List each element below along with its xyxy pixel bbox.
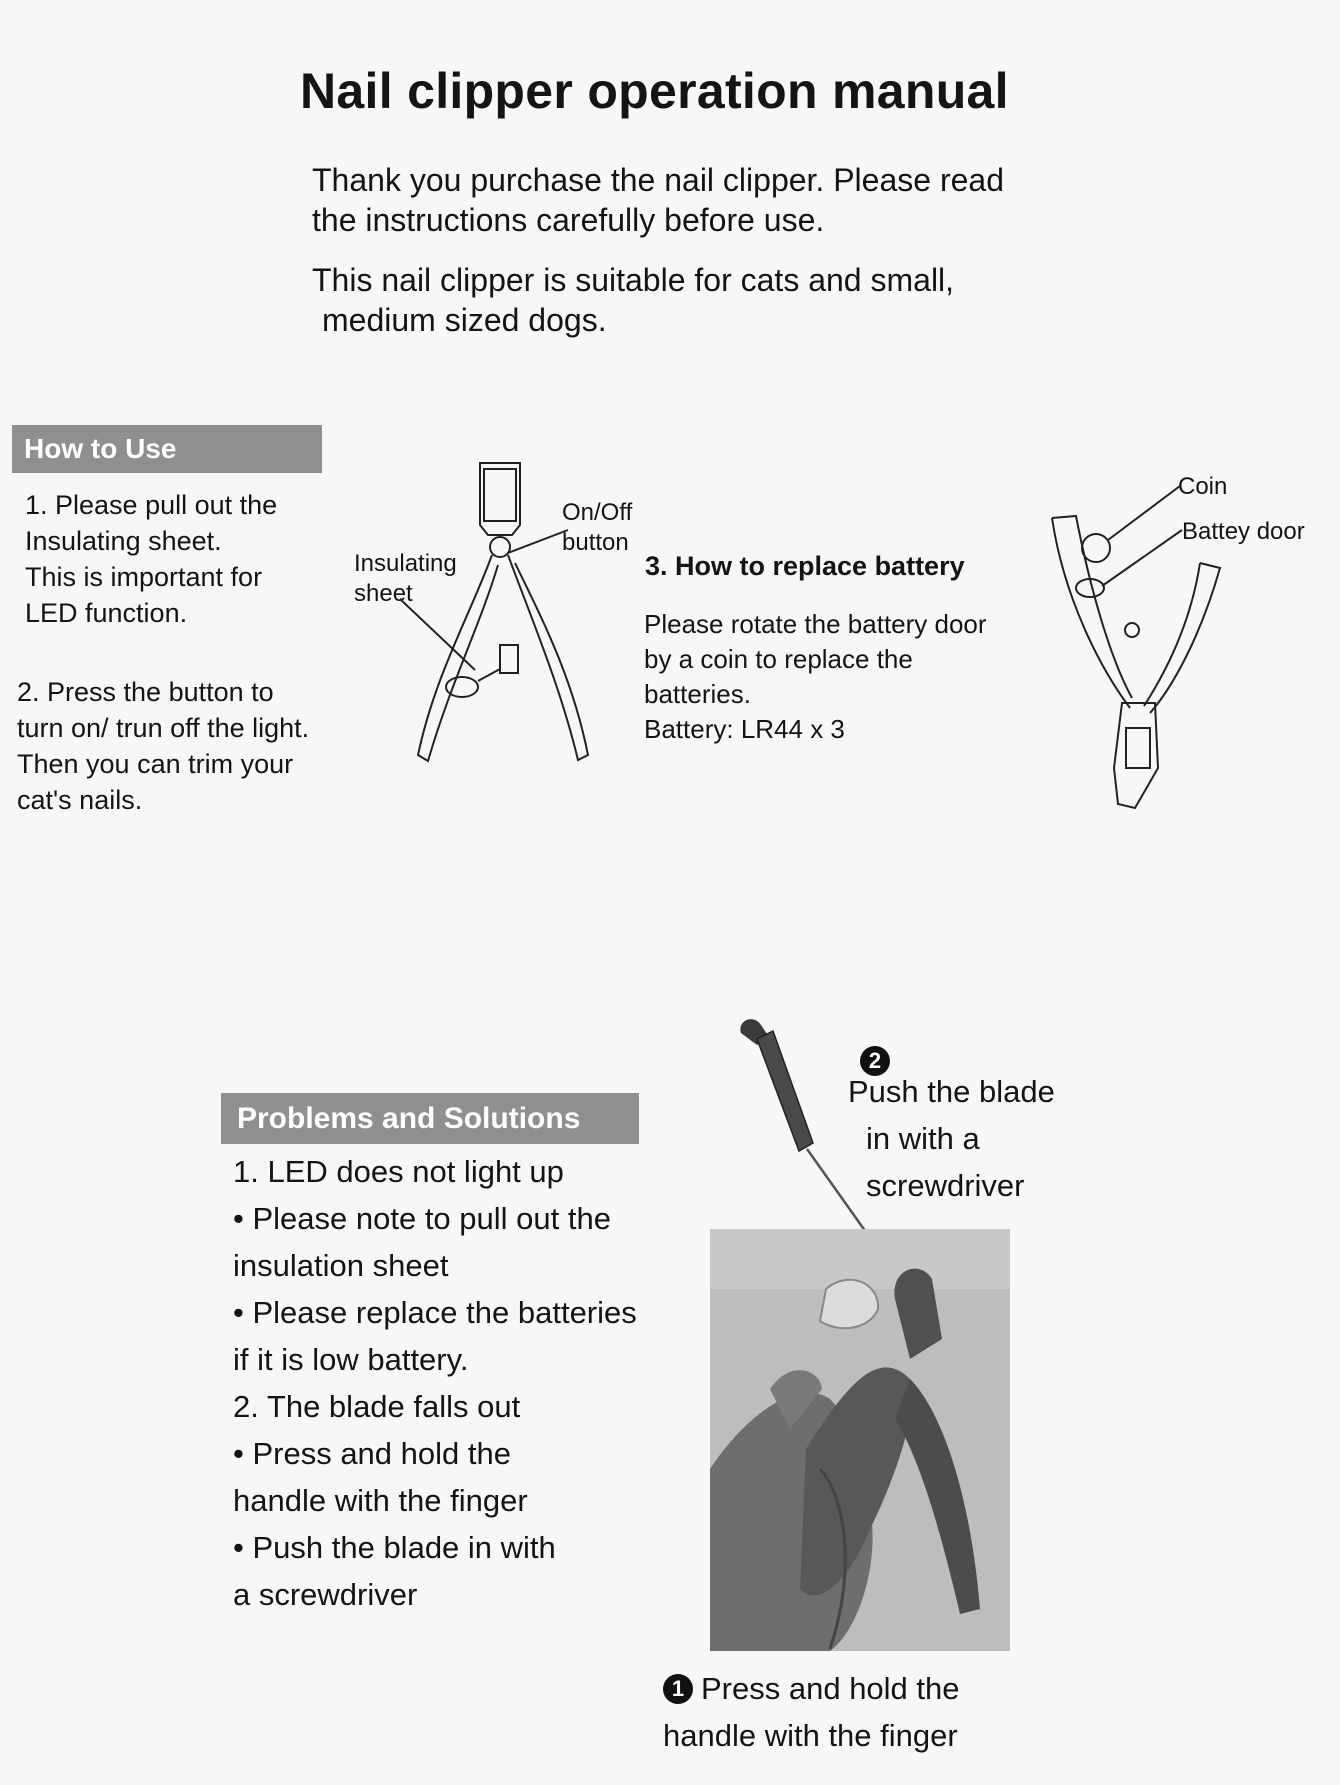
label-line: sheet	[354, 580, 413, 607]
callout-line: screwdriver	[866, 1168, 1025, 1203]
battery-instructions	[644, 607, 987, 747]
step-line: 1. Please pull out the	[25, 490, 278, 520]
problem-line: • Press and hold the	[233, 1436, 511, 1471]
problem-line: 1. LED does not light up	[233, 1154, 564, 1189]
intro-paragraph-1	[312, 160, 1004, 240]
label-line: Insulating	[354, 550, 457, 577]
callout-text: Press and hold the	[701, 1671, 960, 1706]
how-to-use-header: How to Use	[12, 425, 322, 473]
problem-line: a screwdriver	[233, 1577, 418, 1612]
problem-line: 2. The blade falls out	[233, 1389, 521, 1424]
step-line: LED function.	[25, 598, 188, 628]
step-line: 2. Press the button to	[17, 677, 274, 707]
label-line: On/Off	[562, 499, 633, 526]
battery-line: Battery: LR44 x 3	[644, 714, 845, 744]
callout-line: handle with the finger	[663, 1718, 958, 1753]
intro-line: the instructions carefully before use.	[312, 202, 825, 238]
callout-line: in with a	[866, 1121, 980, 1156]
problems-solutions-list	[233, 1148, 637, 1618]
how-to-use-step-2	[17, 674, 309, 818]
label-line: button	[562, 529, 629, 556]
callout-line: Push the blade	[848, 1074, 1055, 1109]
page-title: Nail clipper operation manual	[300, 63, 1009, 119]
step-line: Insulating sheet.	[25, 526, 222, 556]
battery-line: batteries.	[644, 679, 751, 709]
clipper-photo	[710, 1229, 1010, 1651]
battery-heading: 3. How to replace battery	[645, 551, 965, 581]
battery-door-label: Battey door	[1182, 518, 1305, 545]
step-number: 2	[860, 1046, 890, 1076]
battery-line: Please rotate the battery door	[644, 609, 987, 639]
battery-line: by a coin to replace the	[644, 644, 913, 674]
how-to-use-step-1	[25, 487, 277, 631]
step-line: turn on/ trun off the light.	[17, 713, 310, 743]
problem-line: • Push the blade in with	[233, 1530, 556, 1565]
problem-line: • Please note to pull out the	[233, 1201, 611, 1236]
problem-line: handle with the finger	[233, 1483, 528, 1518]
coin-label: Coin	[1178, 473, 1228, 500]
step-line: This is important for	[25, 562, 263, 592]
step-line: cat's nails.	[17, 785, 143, 815]
step-1-callout	[663, 1665, 960, 1759]
intro-line: This nail clipper is suitable for cats and small,	[312, 262, 955, 298]
problem-line: • Please replace the batteries	[233, 1295, 637, 1330]
intro-paragraph-2	[312, 260, 954, 340]
step-line: Then you can trim your	[17, 749, 294, 779]
callout-line	[663, 1665, 960, 1712]
intro-line: Thank you purchase the nail clipper. Please read	[312, 162, 1004, 198]
problems-solutions-header: Problems and Solutions	[221, 1093, 639, 1144]
step-number: 1	[663, 1674, 693, 1704]
intro-line: medium sized dogs.	[322, 302, 607, 338]
battery-door-diagram	[1040, 468, 1240, 818]
problem-line: if it is low battery.	[233, 1342, 469, 1377]
problem-line: insulation sheet	[233, 1248, 449, 1283]
nail-clipper-diagram	[400, 455, 610, 775]
